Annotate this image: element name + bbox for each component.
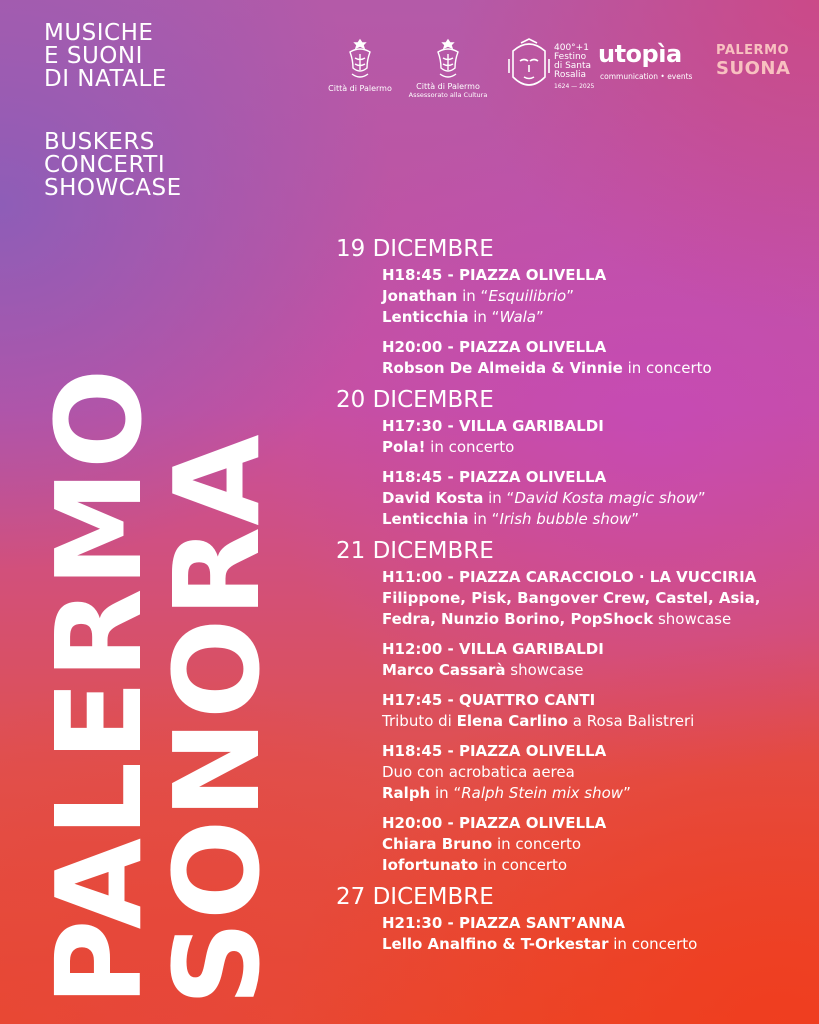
day-header: 27 DICEMBRE bbox=[336, 884, 494, 910]
performer-name: Robson De Almeida & Vinnie bbox=[382, 359, 623, 377]
performer-name: Ralph bbox=[382, 784, 431, 802]
assessorato-line: Assessorato alla Cultura bbox=[408, 91, 488, 99]
event-entry bbox=[382, 639, 806, 681]
day-header: 19 DICEMBRE bbox=[336, 236, 494, 262]
event-time-location: H17:30 - VILLA GARIBALDI bbox=[382, 417, 604, 435]
performer-name: Marco Cassarà bbox=[382, 661, 506, 679]
event-performer-line bbox=[382, 934, 806, 955]
festino-line: 1624 — 2025 bbox=[554, 83, 595, 90]
event-entry bbox=[382, 567, 806, 630]
event-performer-line bbox=[382, 762, 806, 783]
event-text: in concerto bbox=[478, 856, 568, 874]
event-text: a Rosa Balistreri bbox=[568, 712, 695, 730]
event-text: in concerto bbox=[425, 438, 515, 456]
event-time-location: H20:00 - PIAZZA OLIVELLA bbox=[382, 814, 607, 832]
palermo-suona-line: SUONA bbox=[716, 58, 791, 79]
day-section bbox=[336, 538, 806, 876]
performer-name: Elena Carlino bbox=[456, 712, 568, 730]
event-time-location: H17:45 - QUATTRO CANTI bbox=[382, 691, 596, 709]
event-text: in concerto bbox=[622, 359, 712, 377]
show-title: David Kosta magic show bbox=[514, 489, 698, 507]
event-performer-line bbox=[382, 307, 806, 328]
event-text: showcase bbox=[653, 610, 732, 628]
event-entry bbox=[382, 467, 806, 530]
event-performer-line bbox=[382, 711, 806, 732]
event-performer-line bbox=[382, 660, 806, 681]
day-header: 21 DICEMBRE bbox=[336, 538, 494, 564]
performer-name: David Kosta bbox=[382, 489, 484, 507]
event-time-location: H11:00 - PIAZZA CARACCIOLO · LA VUCCIRIA bbox=[382, 568, 757, 586]
performer-name: Fedra, Nunzio Borino, PopShock bbox=[382, 610, 654, 628]
title-line: E SUONI bbox=[44, 43, 143, 69]
festival-title bbox=[30, 176, 300, 1006]
performer-name: Filippone, Pisk, Bangover Crew, Castel, Asia, bbox=[382, 589, 761, 607]
day-header: 20 DICEMBRE bbox=[336, 387, 494, 413]
show-title: Wala bbox=[499, 308, 536, 326]
performer-name: Iofortunato bbox=[382, 856, 479, 874]
event-performer-line bbox=[382, 588, 806, 609]
event-entry bbox=[382, 416, 806, 458]
event-time-location: H12:00 - VILLA GARIBALDI bbox=[382, 640, 604, 658]
event-text: ” bbox=[623, 784, 631, 802]
assessorato-cultura-label bbox=[408, 82, 488, 100]
event-entry bbox=[382, 741, 806, 804]
event-text: in concerto bbox=[608, 935, 698, 953]
event-performer-line bbox=[382, 286, 806, 307]
performer-name: Lenticchia bbox=[382, 510, 469, 528]
event-text: in “ bbox=[468, 510, 500, 528]
event-entry bbox=[382, 813, 806, 876]
event-text: Duo con acrobatica aerea bbox=[382, 763, 575, 781]
festino-line: Festino bbox=[554, 52, 587, 62]
day-section bbox=[336, 236, 806, 379]
event-text: in “ bbox=[483, 489, 515, 507]
festival-title-line: SONORA bbox=[148, 433, 286, 1006]
utopia-logo-wordmark: utopìa bbox=[598, 40, 682, 68]
performer-name: Lenticchia bbox=[382, 308, 469, 326]
event-series-title bbox=[44, 22, 167, 91]
event-entry bbox=[382, 913, 806, 955]
event-performer-line bbox=[382, 609, 806, 630]
performer-name: Chiara Bruno bbox=[382, 835, 493, 853]
day-section bbox=[336, 387, 806, 530]
event-text: in “ bbox=[468, 308, 500, 326]
festival-title-line: PALERMO bbox=[30, 367, 168, 1006]
palermo-suona-logo bbox=[716, 42, 791, 79]
assessorato-cultura-eagle-crest-icon bbox=[434, 38, 462, 80]
event-time-location: H20:00 - PIAZZA OLIVELLA bbox=[382, 338, 607, 356]
performer-name: Jonathan bbox=[382, 287, 458, 305]
festino-label bbox=[554, 44, 594, 91]
event-performer-line bbox=[382, 509, 806, 530]
event-text: ” bbox=[536, 308, 544, 326]
show-title: Ralph Stein mix show bbox=[461, 784, 624, 802]
event-text: in concerto bbox=[492, 835, 582, 853]
title-line: MUSICHE bbox=[44, 20, 154, 46]
event-entry bbox=[382, 690, 806, 732]
event-text: ” bbox=[566, 287, 574, 305]
event-time-location: H21:30 - PIAZZA SANT’ANNA bbox=[382, 914, 625, 932]
event-text: showcase bbox=[505, 661, 584, 679]
event-text: Tributo di bbox=[382, 712, 457, 730]
event-type-line: CONCERTI bbox=[44, 152, 166, 178]
event-performer-line bbox=[382, 437, 806, 458]
utopia-tagline: communication • events bbox=[600, 72, 693, 81]
event-performer-line bbox=[382, 488, 806, 509]
assessorato-line: Città di Palermo bbox=[416, 82, 480, 91]
performer-name: Pola! bbox=[382, 438, 426, 456]
event-text: ” bbox=[697, 489, 706, 507]
event-performer-line bbox=[382, 358, 806, 379]
day-section bbox=[336, 884, 806, 955]
palermo-suona-line: PALERMO bbox=[716, 43, 790, 58]
event-performer-line bbox=[382, 834, 806, 855]
title-line: DI NATALE bbox=[44, 66, 167, 92]
festino-line: Rosalia bbox=[554, 70, 587, 80]
event-text: in “ bbox=[430, 784, 462, 802]
event-performer-line bbox=[382, 783, 806, 804]
event-text: in “ bbox=[457, 287, 489, 305]
festino-line: 400°+1 bbox=[554, 43, 589, 53]
festino-line: di Santa bbox=[554, 61, 592, 71]
event-entry bbox=[382, 265, 806, 328]
performer-name: Lello Analfino & T-Orkestar bbox=[382, 935, 609, 953]
event-type-line: SHOWCASE bbox=[44, 175, 182, 201]
event-time-location: H18:45 - PIAZZA OLIVELLA bbox=[382, 266, 607, 284]
show-title: Esquilibrio bbox=[488, 287, 567, 305]
show-title: Irish bubble show bbox=[499, 510, 632, 528]
event-time-location: H18:45 - PIAZZA OLIVELLA bbox=[382, 468, 607, 486]
citta-di-palermo-eagle-crest-icon bbox=[346, 38, 374, 80]
event-entry bbox=[382, 337, 806, 379]
citta-di-palermo-label: Città di Palermo bbox=[328, 84, 392, 93]
event-time-location: H18:45 - PIAZZA OLIVELLA bbox=[382, 742, 607, 760]
schedule bbox=[336, 236, 806, 955]
santa-rosalia-face-icon bbox=[507, 37, 551, 93]
event-text: ” bbox=[631, 510, 640, 528]
event-type-line: BUSKERS bbox=[44, 129, 155, 155]
event-performer-line bbox=[382, 855, 806, 876]
